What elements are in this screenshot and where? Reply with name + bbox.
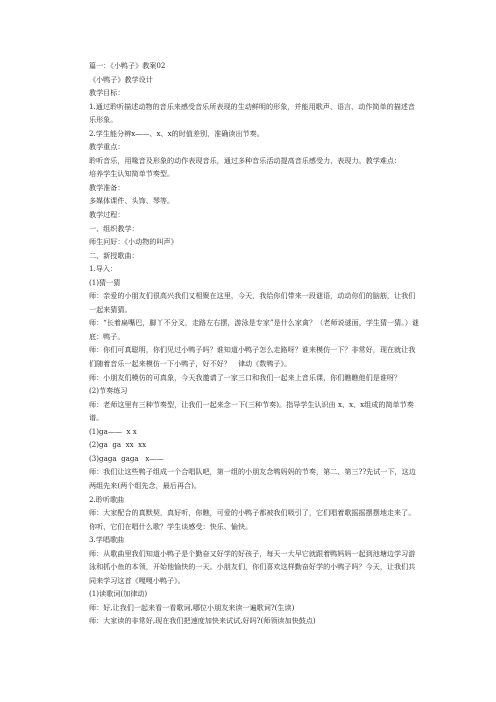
paragraph: 师：好,让我们一起来看一看歌词,哪位小朋友来读一遍歌词?(生读) <box>89 602 295 612</box>
paragraph: 师：老师这里有三种节奏型，让我们一起来念一下(三种节奏)。指导学生认识由 x、x、x组成的简单节奏谱。 <box>89 399 414 423</box>
rhythm-line: (2)ga ga xx xx <box>89 440 147 450</box>
paragraph: 1.通过聆听描述动物的音乐来感受音乐所表现的生动鲜明的形象，并能用歌声、语言、动作简单的描述音乐形象。 <box>89 101 415 125</box>
paragraph: 师：亲爱的小朋友们很高兴我们又相聚在这里，今天，我给你们带来一段谜语，动动你们的脑筋，让我们一起来猜猜。 <box>89 291 416 314</box>
paragraph: 师：从歌曲里我们知道小鸭子是个勤奋又好学的好孩子，每天一大早它就跟着鸭妈妈一起到池塘边学习游泳和抓小鱼的本领，开始他愉快的一天。小朋友们，你们喜欢这样勤奋好学的小鸭子吗？今天，让我们共同来学习这首《嘎嘎小鸭子》。 <box>89 548 416 585</box>
paragraph: 培养学生认知简单节奏型。 <box>89 169 175 179</box>
section-heading: 二、新授歌曲： <box>89 250 139 260</box>
lesson-subtitle: 《小鸭子》教学设计 <box>89 74 153 84</box>
paragraph: 2.学生能分辨x——、x、x的时值差别，准确读出节奏。 <box>89 128 264 138</box>
paragraph: 师：我们让这些鸭子组成一个合唱队吧，第一组的小朋友念鸭妈妈的节奏，第二、第三??先试一下，这边两组先来(两个组先念，最后再合)。 <box>89 467 416 490</box>
section-heading: 教学重点： <box>89 142 125 152</box>
subsection-heading: 3.学唱歌曲 <box>89 535 125 545</box>
rhythm-line: (3)gaga gaga x—— <box>89 453 164 463</box>
subsection-heading: (1)读歌词(加律动) <box>89 589 148 599</box>
paragraph: 师生问好：《小动物的叫声》 <box>89 237 178 247</box>
section-heading: 教学准备： <box>89 182 125 192</box>
paragraph: 聆听音乐，用喙音及形象的动作表现音乐，通过多种音乐活动提高音乐感受力、表现力。教学难点： <box>89 155 402 165</box>
paragraph: 师：小朋友们模仿的可真象，今天我邀请了一家三口和我们一起来上音乐课，你们瞧瞧他们是谁呀？ <box>89 372 402 382</box>
section-heading: 教学过程： <box>89 210 125 220</box>
section-heading: 一、组织教学： <box>89 223 139 233</box>
document-body <box>89 59 419 628</box>
subsection-heading: (1)猜一猜 <box>89 277 121 287</box>
subsection-heading: (2)节奏练习 <box>89 386 128 396</box>
paragraph: 师：“长着扁嘴巴，脚丫不分叉，走路左右摆，游泳是专家”是什么家禽？（老师说谜面，学生猜一猜。）谜底：鸭子。 <box>89 318 420 341</box>
section-heading: 教学目标： <box>89 88 125 98</box>
paragraph: 多媒体课件、头饰、琴等。 <box>89 196 175 206</box>
paragraph: 师：你们可真聪明，你们见过小鸭子吗？谁知道小鸭子怎么走路呀？谁来模仿一下？非常好，现在就让我们随着音乐一起来模仿一下小鸭子，好不好？ 律动《数鸭子》。 <box>89 345 416 369</box>
subsection-heading: 1.导入： <box>89 264 118 274</box>
paragraph: 师：大家配合的真默契，真好听，你瞧，可爱的小鸭子都被我们吸引了，它们唱着歌摇摇摆摆地走来了。你听，它们在唱什么歌？学生谈感受：快乐、愉快。 <box>89 508 416 531</box>
document-title: 篇一：《小鸭子》教案02 <box>89 61 166 70</box>
paragraph: 师：大家读的非常好,现在我们把速度加快来试试,好吗?(师领读加快鼓点) <box>89 616 316 626</box>
subsection-heading: 2.聆听歌曲 <box>89 494 125 504</box>
rhythm-line: (1)ga—— x x <box>89 426 137 436</box>
